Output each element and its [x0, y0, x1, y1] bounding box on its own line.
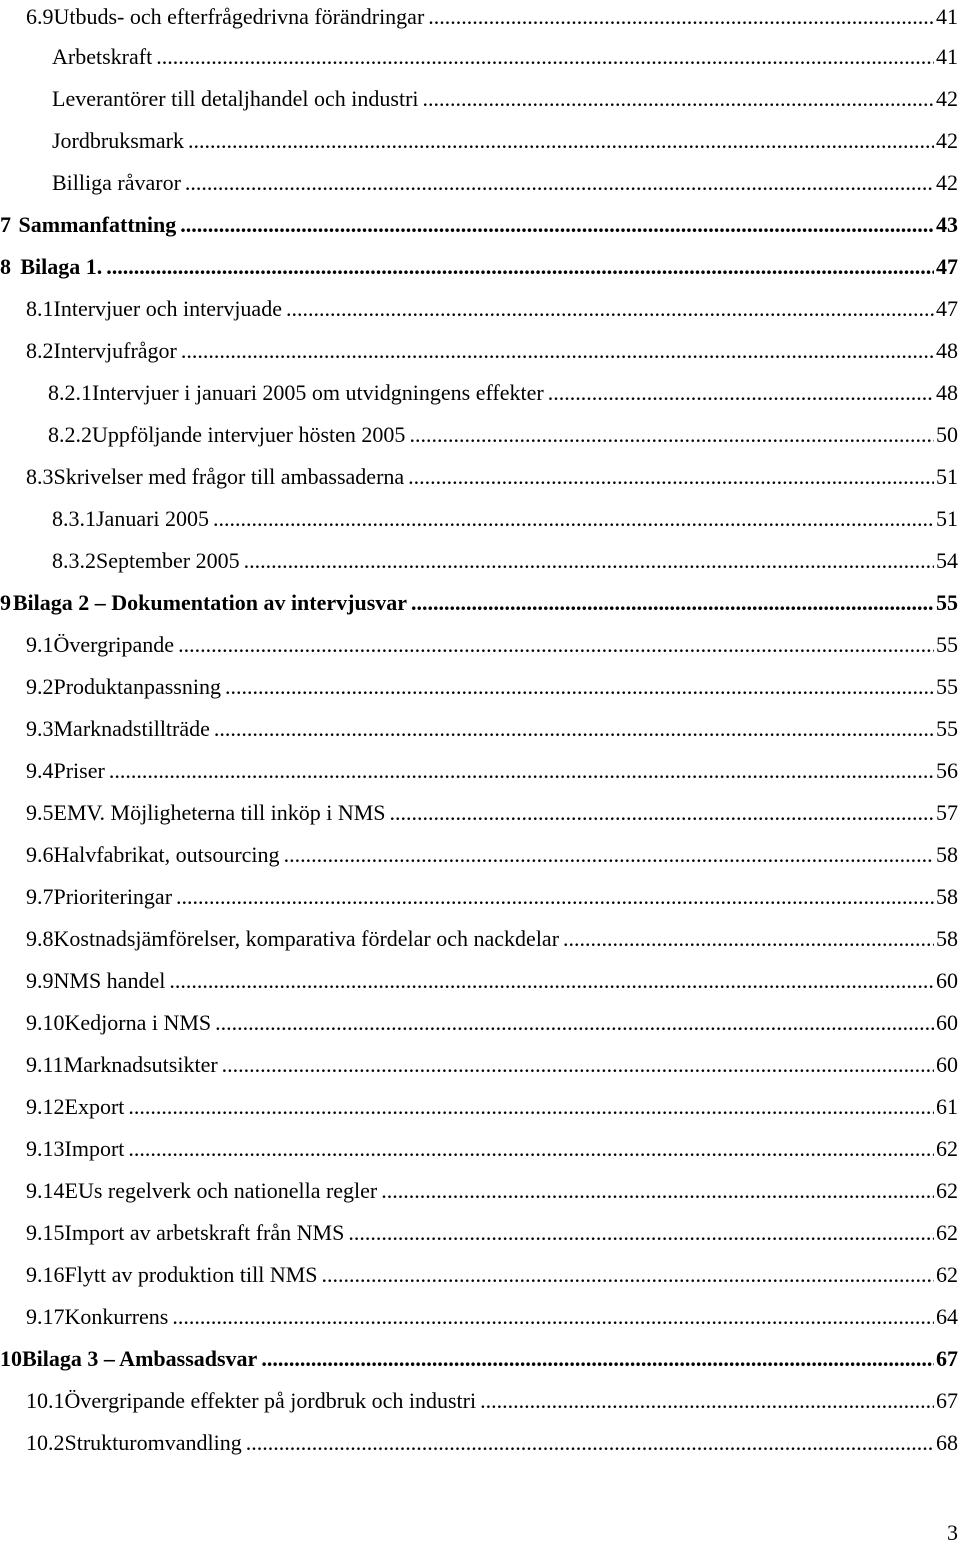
toc-dot-leader — [246, 1430, 934, 1456]
toc-entry-title: Bilaga 3 – Ambassadsvar — [22, 1346, 258, 1371]
toc-dot-leader — [215, 1010, 934, 1036]
toc-entry-title: Produktanpassning — [53, 674, 221, 699]
page-number: 3 — [947, 1520, 958, 1545]
toc-entry-number: 9.17 — [26, 1304, 65, 1329]
toc-entry-title: Intervjuer i januari 2005 om utvidgningens effekter — [92, 380, 544, 405]
toc-entry-title: Intervjuer och intervjuade — [53, 296, 282, 321]
toc-entry-page: 42 — [936, 86, 958, 111]
toc-entry-number: 9.4 — [26, 758, 54, 783]
toc-dot-leader — [390, 800, 934, 826]
toc-entry[interactable] — [26, 1216, 958, 1246]
toc-entry-page: 43 — [936, 212, 958, 237]
toc-entry-page: 61 — [936, 1094, 958, 1119]
toc-entry[interactable] — [0, 250, 958, 280]
toc-dot-leader — [286, 296, 934, 322]
toc-entry-number: 8.3.2 — [52, 548, 96, 573]
toc-entry-number: 9.14 — [26, 1178, 65, 1203]
toc-dot-leader — [172, 1304, 934, 1330]
toc-entry[interactable] — [48, 418, 958, 448]
toc-entry-page: 41 — [936, 44, 958, 69]
toc-dot-leader — [176, 884, 934, 910]
toc-entry-page: 47 — [936, 254, 958, 279]
toc-dot-leader — [169, 968, 934, 994]
toc-dot-leader — [423, 86, 934, 112]
toc-entry-title: Strukturomvandling — [64, 1430, 242, 1455]
toc-entry-page: 60 — [936, 1052, 958, 1077]
toc-entry-number: 8.2 — [26, 338, 54, 363]
toc-entry-page: 60 — [936, 968, 958, 993]
toc-entry-number: 9 — [0, 590, 11, 615]
toc-entry-page: 55 — [936, 716, 958, 741]
toc-entry-number: 8.2.1 — [48, 380, 92, 405]
toc-entry-page: 42 — [936, 170, 958, 195]
toc-dot-leader — [213, 506, 934, 532]
toc-dot-leader — [180, 212, 934, 238]
toc-entry[interactable] — [26, 1048, 958, 1078]
toc-entry-page: 62 — [936, 1136, 958, 1161]
toc-entry-number: 7 — [0, 212, 11, 237]
toc-entry[interactable] — [52, 502, 958, 532]
toc-dot-leader — [548, 380, 934, 406]
toc-entry-page: 68 — [936, 1430, 958, 1455]
toc-entry-page: 62 — [936, 1220, 958, 1245]
toc-entry[interactable] — [26, 922, 958, 952]
toc-entry-page: 58 — [936, 842, 958, 867]
toc-entry[interactable] — [26, 1258, 958, 1288]
toc-dot-leader — [214, 716, 934, 742]
toc-entry[interactable] — [26, 628, 958, 658]
toc-entry-number: 9.15 — [26, 1220, 65, 1245]
toc-entry[interactable] — [26, 1174, 958, 1204]
toc-entry[interactable] — [26, 754, 958, 784]
toc-dot-leader — [178, 632, 934, 658]
toc-entry-title: Utbuds- och efterfrågedrivna förändringar — [53, 4, 425, 29]
toc-entry-number: 6.9 — [26, 4, 54, 29]
toc-entry-page: 58 — [936, 926, 958, 951]
toc-entry-number: 9.8 — [26, 926, 54, 951]
toc-entry-title: September 2005 — [96, 548, 240, 573]
toc-dot-leader — [128, 1136, 934, 1162]
toc-entry[interactable] — [52, 40, 958, 70]
toc-entry-title: Marknadstillträde — [53, 716, 210, 741]
toc-entry[interactable] — [26, 1132, 958, 1162]
toc-entry-number: 8.3 — [26, 464, 54, 489]
toc-entry-page: 64 — [936, 1304, 958, 1329]
toc-dot-leader — [284, 842, 934, 868]
toc-entry-title: Intervjufrågor — [53, 338, 177, 363]
toc-entry[interactable] — [26, 1006, 958, 1036]
toc-entry[interactable] — [26, 1300, 958, 1330]
toc-entry-page: 48 — [936, 338, 958, 363]
toc-dot-leader — [109, 758, 934, 784]
toc-entry[interactable] — [0, 586, 958, 616]
toc-dot-leader — [322, 1262, 934, 1288]
toc-entry-number: 9.7 — [26, 884, 54, 909]
toc-entry-page: 67 — [936, 1388, 958, 1413]
toc-entry[interactable] — [26, 334, 958, 364]
toc-entry-title: Sammanfattning — [18, 212, 177, 237]
toc-entry-number: 8 — [0, 254, 11, 279]
toc-entry-number: 8.1 — [26, 296, 54, 321]
toc-entry-title: EMV. Möjligheterna till inköp i NMS — [53, 800, 386, 825]
toc-entry-title: Bilaga 1. — [20, 254, 103, 279]
toc-entry-page: 60 — [936, 1010, 958, 1035]
toc-dot-leader — [188, 128, 934, 154]
toc-entry-number: 9.9 — [26, 968, 54, 993]
toc-entry[interactable] — [26, 1384, 958, 1414]
toc-dot-leader — [408, 464, 934, 490]
toc-entry-page: 67 — [936, 1346, 958, 1371]
toc-entry-page: 48 — [936, 380, 958, 405]
toc-entry-page: 50 — [936, 422, 958, 447]
toc-dot-leader — [181, 338, 934, 364]
toc-entry[interactable] — [26, 796, 958, 826]
toc-entry[interactable] — [26, 838, 958, 868]
toc-entry-number: 9.12 — [26, 1094, 65, 1119]
toc-entry-title: Flytt av produktion till NMS — [64, 1262, 318, 1287]
toc-dot-leader — [185, 170, 934, 196]
toc-entry-title: Billiga råvaror — [52, 170, 181, 195]
toc-entry[interactable] — [52, 124, 958, 154]
toc-dot-leader — [106, 254, 934, 280]
toc-entry[interactable] — [52, 166, 958, 196]
toc-entry-title: Export — [64, 1094, 125, 1119]
toc-dot-leader — [480, 1388, 934, 1414]
toc-entry-title: Halvfabrikat, outsourcing — [53, 842, 280, 867]
toc-entry[interactable] — [26, 1426, 958, 1456]
toc-entry[interactable] — [26, 0, 958, 30]
toc-entry-number: 9.10 — [26, 1010, 65, 1035]
toc-entry-title: EUs regelverk och nationella regler — [64, 1178, 378, 1203]
toc-entry-page: 55 — [936, 590, 958, 615]
toc-entry-number: 9.6 — [26, 842, 54, 867]
toc-dot-leader — [348, 1220, 934, 1246]
toc-dot-leader — [222, 1052, 934, 1078]
toc-entry[interactable] — [26, 460, 958, 490]
toc-dot-leader — [563, 926, 934, 952]
toc-entry-title: Uppföljande intervjuer hösten 2005 — [92, 422, 406, 447]
toc-entry-title: Priser — [53, 758, 105, 783]
toc-entry-number: 9.3 — [26, 716, 54, 741]
toc-entry-number: 10.1 — [26, 1388, 65, 1413]
toc-entry-title: Jordbruksmark — [52, 128, 184, 153]
toc-entry-page: 58 — [936, 884, 958, 909]
toc-dot-leader — [156, 44, 934, 70]
toc-entry-page: 47 — [936, 296, 958, 321]
toc-dot-leader — [411, 590, 934, 616]
toc-entry[interactable] — [26, 712, 958, 742]
toc-entry-number: 8.3.1 — [52, 506, 96, 531]
toc-dot-leader — [381, 1178, 934, 1204]
toc-entry-number: 10.2 — [26, 1430, 65, 1455]
toc-entry-title: NMS handel — [53, 968, 166, 993]
toc-entry-title: Skrivelser med frågor till ambassaderna — [53, 464, 405, 489]
toc-entry-title: Arbetskraft — [52, 44, 153, 69]
toc-entry[interactable] — [52, 82, 958, 112]
toc-entry[interactable] — [26, 880, 958, 910]
toc-entry-title: Övergripande effekter på jordbruk och industri — [64, 1388, 477, 1413]
toc-entry-number: 9.16 — [26, 1262, 65, 1287]
toc-dot-leader — [428, 4, 934, 30]
toc-entry-number: 9.5 — [26, 800, 54, 825]
toc-entry-title: Prioriteringar — [53, 884, 173, 909]
toc-entry-page: 42 — [936, 128, 958, 153]
toc-dot-leader — [244, 548, 934, 574]
toc-entry-title: Leverantörer till detaljhandel och industri — [52, 86, 419, 111]
toc-entry[interactable] — [0, 1342, 958, 1372]
toc-dot-leader — [261, 1346, 934, 1372]
toc-entry[interactable] — [26, 1090, 958, 1120]
toc-entry-page: 62 — [936, 1262, 958, 1287]
toc-entry-number: 10 — [0, 1346, 22, 1371]
toc-entry-page: 57 — [936, 800, 958, 825]
toc-dot-leader — [409, 422, 934, 448]
toc-entry-title: Import av arbetskraft från NMS — [64, 1220, 345, 1245]
toc-entry-title: Övergripande — [53, 632, 175, 657]
toc-entry[interactable] — [26, 292, 958, 322]
toc-entry-title: Konkurrens — [64, 1304, 169, 1329]
toc-entry[interactable] — [0, 208, 958, 238]
toc-dot-leader — [128, 1094, 934, 1120]
toc-entry-page: 51 — [936, 464, 958, 489]
toc-entry-title: Kostnadsjämförelser, komparativa fördelar och nackdelar — [53, 926, 560, 951]
toc-entry-page: 51 — [936, 506, 958, 531]
toc-entry-page: 56 — [936, 758, 958, 783]
toc-entry[interactable] — [52, 544, 958, 574]
toc-entry-title: Kedjorna i NMS — [64, 1010, 212, 1035]
toc-entry-number: 9.2 — [26, 674, 54, 699]
toc-entry-number: 9.13 — [26, 1136, 65, 1161]
toc-entry-title: Marknadsutsikter — [63, 1052, 218, 1077]
toc-entry-page: 54 — [936, 548, 958, 573]
toc-entry[interactable] — [26, 670, 958, 700]
toc-entry-page: 55 — [936, 632, 958, 657]
toc-entry-number: 8.2.2 — [48, 422, 92, 447]
toc-entry-title: Januari 2005 — [96, 506, 210, 531]
toc-entry-page: 41 — [936, 4, 958, 29]
toc-entry[interactable] — [26, 964, 958, 994]
toc-dot-leader — [225, 674, 934, 700]
toc-entry-page: 62 — [936, 1178, 958, 1203]
toc-entry-title: Bilaga 2 – Dokumentation av intervjusvar — [12, 590, 408, 615]
toc-entry-page: 55 — [936, 674, 958, 699]
toc-entry[interactable] — [48, 376, 958, 406]
toc-entry-title: Import — [64, 1136, 125, 1161]
toc-entry-number: 9.1 — [26, 632, 54, 657]
toc-entry-number: 9.11 — [26, 1052, 64, 1077]
